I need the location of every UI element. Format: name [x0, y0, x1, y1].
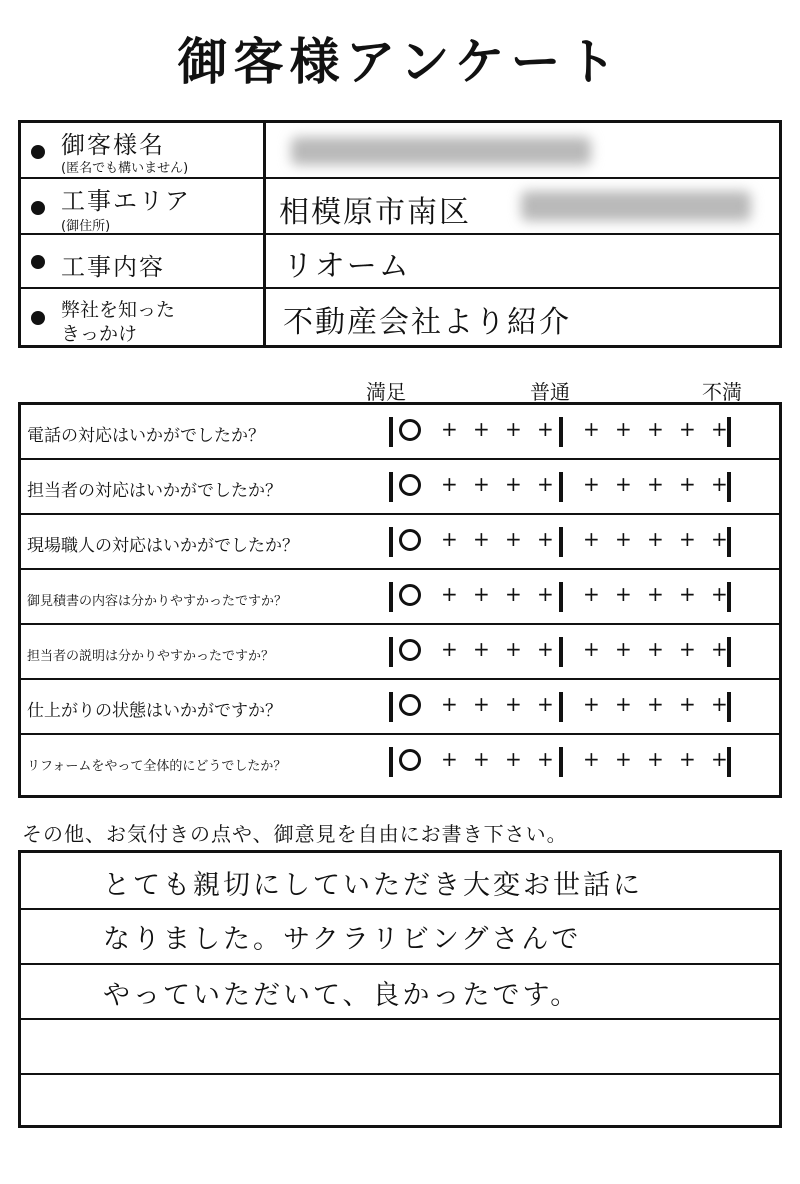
scale-step: +: [615, 472, 632, 496]
source-label: 弊社を知った: [61, 299, 176, 321]
scale-label-dissatisfied: 不満: [702, 380, 742, 404]
scale-step: +: [679, 582, 696, 606]
scale-step: +: [615, 747, 632, 771]
scale-step: +: [537, 527, 554, 551]
scale-step: +: [583, 582, 600, 606]
scale-tick: [389, 747, 393, 777]
rating-row: [21, 460, 779, 515]
scale-step: +: [441, 417, 458, 441]
scale-step: +: [647, 637, 664, 661]
scale-tick: [389, 472, 393, 502]
customer-info-table: [18, 120, 782, 348]
ruled-line: [21, 1073, 779, 1075]
scale-step: +: [711, 692, 728, 716]
scale-tick: [559, 527, 563, 557]
comment-prompt: その他、お気付きの点や、御意見を自由にお書き下さい。: [22, 822, 568, 846]
ruled-line: [21, 908, 779, 910]
scale-step: +: [537, 747, 554, 771]
scale-step: +: [583, 472, 600, 496]
scale-step: +: [537, 692, 554, 716]
ruled-line: [21, 963, 779, 965]
scale-step: +: [711, 747, 728, 771]
scale-step: +: [583, 692, 600, 716]
work-label: 工事内容: [61, 253, 165, 281]
scale-step: +: [583, 527, 600, 551]
scale-tick: [559, 417, 563, 447]
selected-rating-circle[interactable]: [399, 639, 421, 661]
scale-step: +: [473, 747, 490, 771]
redacted-name: [291, 137, 591, 165]
bullet-icon: [31, 145, 45, 159]
area-value: 相模原市南区: [279, 195, 471, 230]
scale-tick: [559, 692, 563, 722]
scale-step: +: [647, 747, 664, 771]
scale-step: +: [441, 692, 458, 716]
scale-tick: [559, 582, 563, 612]
scale-step: +: [583, 417, 600, 441]
scale-step: +: [473, 417, 490, 441]
area-label: 工事エリア: [61, 187, 191, 215]
scale-step: +: [615, 692, 632, 716]
rating-row: [21, 570, 779, 625]
selected-rating-circle[interactable]: [399, 749, 421, 771]
scale-step: +: [473, 692, 490, 716]
source-row: [21, 289, 779, 345]
scale-step: +: [711, 417, 728, 441]
rating-table: [18, 402, 782, 798]
question-text: 担当者の説明は分かりやすかったですか？: [27, 649, 275, 664]
scale-step: +: [679, 747, 696, 771]
scale-step: +: [647, 692, 664, 716]
scale-step: +: [679, 692, 696, 716]
scale-step: +: [441, 747, 458, 771]
scale-step: +: [473, 527, 490, 551]
scale-step: +: [505, 692, 522, 716]
scale-step: +: [647, 417, 664, 441]
scale-tick: [559, 472, 563, 502]
area-sublabel: (御住所): [61, 219, 111, 234]
scale-step: +: [441, 472, 458, 496]
rating-row: [21, 625, 779, 680]
question-text: 電話の対応はいかがでしたか？: [27, 426, 265, 446]
scale-step: +: [711, 527, 728, 551]
scale-step: +: [679, 637, 696, 661]
rating-row: [21, 735, 779, 790]
scale-tick: [389, 527, 393, 557]
scale-step: +: [505, 417, 522, 441]
redacted-address: [521, 191, 751, 221]
scale-step: +: [679, 472, 696, 496]
question-text: 担当者の対応はいかがでしたか？: [27, 481, 282, 501]
scale-step: +: [711, 472, 728, 496]
scale-step: +: [505, 747, 522, 771]
name-sublabel: (匿名でも構いません): [61, 161, 189, 176]
comment-line-3: やっていただいて、良かったです。: [103, 980, 581, 1011]
scale-step: +: [647, 527, 664, 551]
question-text: 現場職人の対応はいかがでしたか？: [27, 536, 299, 556]
scale-step: +: [505, 637, 522, 661]
scale-step: +: [647, 472, 664, 496]
scale-step: +: [583, 747, 600, 771]
question-text: リフォームをやって全体的にどうでしたか？: [27, 759, 287, 774]
scale-step: +: [473, 472, 490, 496]
selected-rating-circle[interactable]: [399, 584, 421, 606]
scale-step: +: [441, 582, 458, 606]
question-text: 仕上がりの状態はいかがですか？: [27, 701, 282, 721]
scale-tick: [389, 692, 393, 722]
scale-tick: [559, 637, 563, 667]
scale-step: +: [583, 637, 600, 661]
scale-step: +: [537, 417, 554, 441]
selected-rating-circle[interactable]: [399, 419, 421, 441]
scale-step: +: [615, 527, 632, 551]
scale-tick: [559, 747, 563, 777]
bullet-icon: [31, 311, 45, 325]
scale-step: +: [615, 582, 632, 606]
rating-row: [21, 405, 779, 460]
source-label-2: きっかけ: [61, 323, 138, 345]
scale-step: +: [537, 637, 554, 661]
ruled-line: [21, 1018, 779, 1020]
scale-step: +: [711, 582, 728, 606]
scale-step: +: [537, 582, 554, 606]
scale-step: +: [711, 637, 728, 661]
scale-step: +: [505, 472, 522, 496]
scale-step: +: [441, 637, 458, 661]
scale-step: +: [615, 637, 632, 661]
selected-rating-circle[interactable]: [399, 529, 421, 551]
scale-tick: [389, 417, 393, 447]
rating-row: [21, 680, 779, 735]
comment-line-1: とても親切にしていただき大変お世話に: [103, 870, 643, 901]
bullet-icon: [31, 201, 45, 215]
scale-step: +: [505, 582, 522, 606]
scale-step: +: [473, 582, 490, 606]
selected-rating-circle[interactable]: [399, 694, 421, 716]
survey-title: 御客様アンケート: [177, 32, 623, 91]
scale-step: +: [473, 637, 490, 661]
bullet-icon: [31, 255, 45, 269]
scale-step: +: [441, 527, 458, 551]
work-value: リオーム: [283, 249, 411, 284]
source-value: 不動産会社より紹介: [283, 305, 571, 340]
scale-label-neutral: 普通: [530, 380, 570, 404]
scale-step: +: [647, 582, 664, 606]
scale-step: +: [679, 417, 696, 441]
work-row: [21, 235, 779, 289]
scale-tick: [389, 637, 393, 667]
name-row: [21, 123, 779, 179]
scale-step: +: [679, 527, 696, 551]
scale-step: +: [537, 472, 554, 496]
scale-step: +: [615, 417, 632, 441]
scale-step: +: [505, 527, 522, 551]
area-row: [21, 179, 779, 235]
selected-rating-circle[interactable]: [399, 474, 421, 496]
rating-row: [21, 515, 779, 570]
scale-label-satisfied: 満足: [366, 380, 406, 404]
question-text: 御見積書の内容は分かりやすかったですか？: [27, 594, 288, 609]
scale-tick: [389, 582, 393, 612]
comment-line-2: なりました。サクラリビングさんで: [103, 924, 582, 955]
name-label: 御客様名: [61, 131, 165, 159]
comment-box: [18, 850, 782, 1128]
